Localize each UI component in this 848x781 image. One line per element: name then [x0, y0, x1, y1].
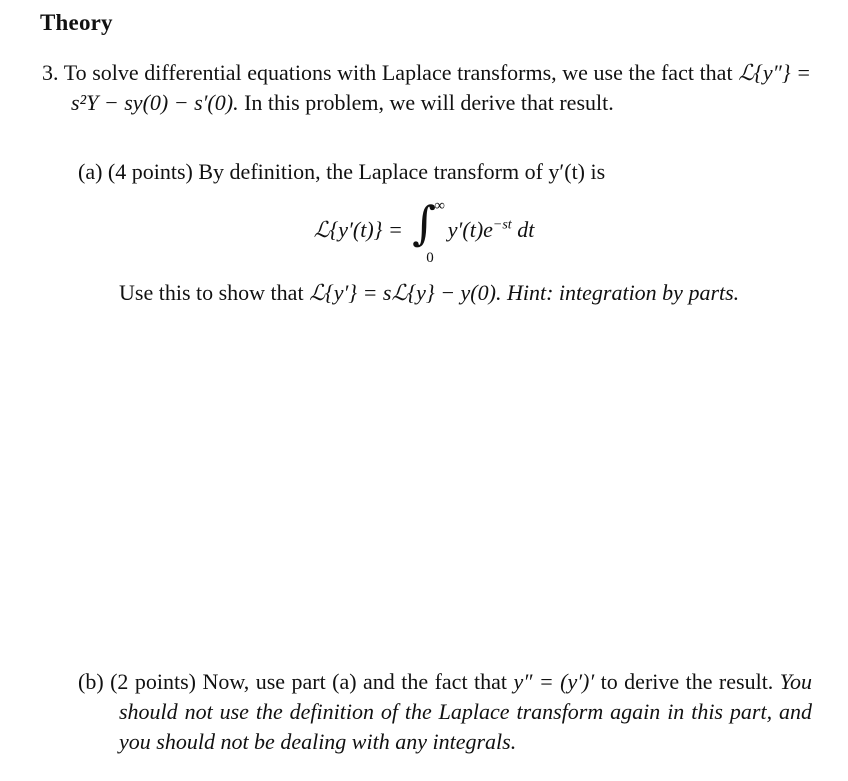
- part-b-label: (b): [78, 669, 104, 694]
- part-a-points: (4 points): [107, 159, 193, 184]
- part-b-text-after: to derive the result.: [600, 669, 774, 694]
- integral-upper-limit: ∞: [434, 198, 445, 214]
- part-b-formula: y″ = (y′)′: [513, 669, 595, 694]
- integral-differential: dt: [517, 217, 535, 243]
- part-a-statement: [78, 157, 819, 187]
- integral-symbol: [408, 196, 445, 266]
- integral-lower-limit: 0: [426, 250, 434, 266]
- first-derivative-formula: ℒ{y′} = sℒ{y} − y(0).: [309, 280, 502, 305]
- part-b-text-before: Now, use part (a) and the fact that: [202, 669, 507, 694]
- part-a-label: (a): [78, 159, 103, 184]
- part-b-points: (2 points): [110, 669, 196, 694]
- problem-intro-text: To solve differential equations with Laplace transforms, we use the fact that: [63, 60, 733, 85]
- part-a-text: By definition, the Laplace transform of y′(t) is: [198, 159, 606, 184]
- integrand-exponent: −st: [492, 217, 512, 233]
- part-b-emphasis: You should not use the definition of the Laplace transform again in this part, and you should not be dealing with any integrals.: [119, 669, 812, 754]
- laplace-definition-equation: [0, 198, 848, 264]
- part-a-followup: [119, 278, 812, 308]
- problem-3-statement: [42, 58, 812, 118]
- problem-number: 3.: [42, 60, 59, 85]
- integral-sign-glyph: ∫: [412, 196, 437, 250]
- section-heading: Theory: [40, 10, 113, 35]
- part-a-followup-text: Use this to show that: [119, 280, 304, 305]
- part-b-statement: [78, 667, 812, 757]
- part-a-hint: Hint: integration by parts.: [506, 280, 740, 305]
- integrand: y′(t)e: [447, 217, 493, 243]
- problem-outro-text: In this problem, we will derive that result.: [244, 90, 614, 115]
- second-derivative-fact-formula: ℒ{y″} = s²Y − sy(0) − s′(0).: [71, 60, 812, 115]
- display-lhs: ℒ{y′(t)} =: [313, 217, 403, 243]
